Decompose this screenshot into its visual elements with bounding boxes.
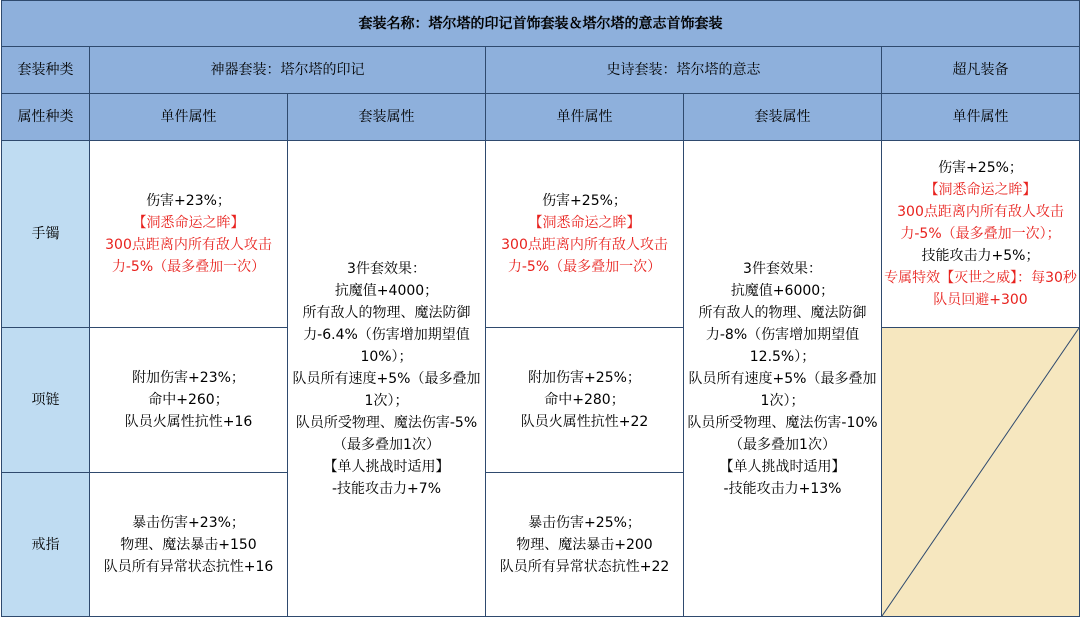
epic-ring-line2: 物理、魔法暴击+200 [516, 536, 653, 553]
artifact-bracelet-line2: 【洞悉命运之眸】 [132, 215, 245, 231]
artifact-set-line3: 所有敌人的物理、魔法防御力-6.4%（伤害增加期望值10%）； [302, 304, 471, 365]
epic-set-effect-cell [684, 141, 882, 617]
artifact-bracelet-line1: 伤害+23%； [146, 193, 231, 209]
legendary-bracelet-line1: 伤害+25%； [938, 160, 1023, 176]
epic-set-line3: 所有敌人的物理、魔法防御力-8%（伤害增加期望值12.5%）； [698, 304, 867, 365]
epic-ring-line3: 队员所有异常状态抗性+22 [499, 558, 670, 575]
epic-set-line6: 【单人挑战时适用】 [719, 458, 846, 475]
epic-set-line2: 抗魔值+6000； [730, 282, 835, 299]
diagonal-slash [882, 328, 1079, 616]
epic-ring-line1: 暴击伤害+25%； [528, 514, 641, 531]
artifact-set-line5: 队员所受物理、魔法伤害-5%（最多叠加1次） [295, 414, 478, 453]
epic-set-header: 史诗套装：塔尔塔的意志 [486, 47, 882, 94]
epic-set-line5: 队员所受物理、魔法伤害-10%（最多叠加1次） [687, 414, 878, 453]
epic-necklace-line2: 命中+280； [544, 392, 625, 408]
row-label-bracelet: 手镯 [2, 141, 90, 328]
legendary-bracelet-line4: 技能攻击力+5%； [921, 248, 1040, 264]
epic-set-line1: 3件套效果： [743, 260, 822, 277]
legendary-bracelet-cell [882, 141, 1080, 328]
epic-set-line4: 队员所有速度+5%（最多叠加1次）； [688, 370, 877, 409]
artifact-set-line7: -技能攻击力+7% [332, 480, 441, 497]
epic-single-attr-header: 单件属性 [486, 94, 684, 141]
empty-slot-cell [882, 328, 1080, 617]
artifact-set-header: 神器套装：塔尔塔的印记 [90, 47, 486, 94]
artifact-necklace-line1: 附加伤害+23%； [132, 370, 245, 386]
attr-type-label: 属性种类 [2, 94, 90, 141]
table-title: 套装名称：塔尔塔的印记首饰套装＆塔尔塔的意志首饰套装 [2, 1, 1080, 47]
artifact-set-line4: 队员所有速度+5%（最多叠加1次）； [292, 370, 481, 409]
artifact-ring-line3: 队员所有异常状态抗性+16 [103, 558, 274, 575]
artifact-ring-line2: 物理、魔法暴击+150 [120, 536, 257, 553]
epic-bracelet-line2: 【洞悉命运之眸】 [528, 215, 641, 231]
artifact-ring-line1: 暴击伤害+23%； [132, 514, 245, 531]
legendary-bracelet-line3: 300点距离内所有敌人攻击力-5%（最多叠加一次）； [897, 204, 1064, 242]
set-type-label: 套装种类 [2, 47, 90, 94]
row-label-ring: 戒指 [2, 473, 90, 617]
artifact-set-attr-header: 套装属性 [288, 94, 486, 141]
artifact-bracelet-cell [90, 141, 288, 328]
epic-bracelet-cell [486, 141, 684, 328]
artifact-set-line1: 3件套效果： [347, 260, 426, 277]
artifact-single-attr-header: 单件属性 [90, 94, 288, 141]
epic-necklace-line1: 附加伤害+25%； [528, 370, 641, 386]
epic-bracelet-line3: 300点距离内所有敌人攻击力-5%（最多叠加一次） [501, 237, 668, 275]
legendary-header: 超凡装备 [882, 47, 1080, 94]
epic-necklace-cell [486, 328, 684, 473]
epic-necklace-line3: 队员火属性抗性+22 [520, 414, 649, 430]
artifact-set-effect-cell [288, 141, 486, 617]
artifact-set-line6: 【单人挑战时适用】 [323, 458, 450, 475]
legendary-bracelet-line5: 专属特效【灭世之威】：每30秒队员回避+300 [884, 270, 1077, 308]
artifact-necklace-cell [90, 328, 288, 473]
epic-set-attr-header: 套装属性 [684, 94, 882, 141]
epic-ring-cell [486, 473, 684, 617]
epic-bracelet-line1: 伤害+25%； [542, 193, 627, 209]
row-label-necklace: 项链 [2, 328, 90, 473]
artifact-necklace-line3: 队员火属性抗性+16 [124, 414, 253, 430]
artifact-necklace-line2: 命中+260； [148, 392, 229, 408]
legendary-single-attr-header: 单件属性 [882, 94, 1080, 141]
epic-set-line7: -技能攻击力+13% [723, 480, 842, 497]
legendary-bracelet-line2: 【洞悉命运之眸】 [924, 182, 1037, 198]
artifact-bracelet-line3: 300点距离内所有敌人攻击力-5%（最多叠加一次） [105, 237, 272, 275]
artifact-set-line2: 抗魔值+4000； [334, 282, 439, 299]
artifact-ring-cell [90, 473, 288, 617]
set-comparison-table [1, 0, 1080, 617]
